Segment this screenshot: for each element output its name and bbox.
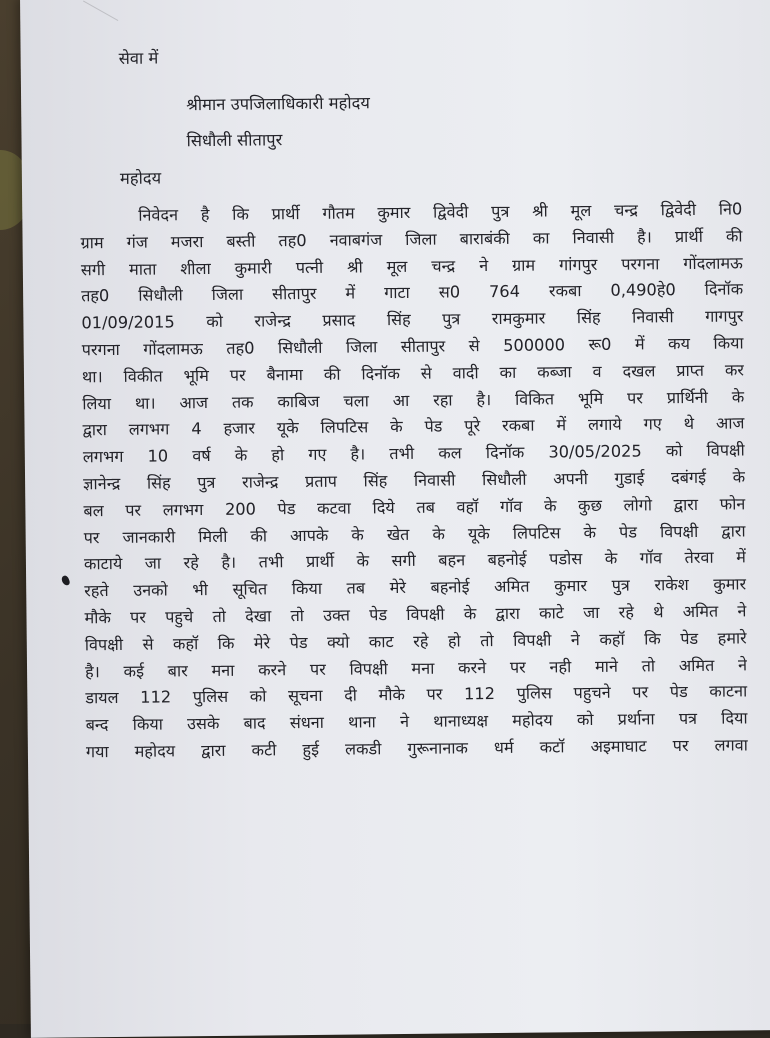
address-line: महोदय — [119, 168, 162, 188]
letter-body — [80, 196, 748, 766]
recipient-title: श्रीमान उपजिलाधिकारी महोदय — [186, 93, 371, 115]
body-line: सगी माता शीला कुमारी पत्नी श्री मूल चन्द्र ने ग्राम गांगपुर परगना गोंदलामऊ — [80, 253, 743, 279]
salutation: सेवा में — [118, 48, 159, 68]
body-line: ग्राम गंज मजरा बस्ती तह0 नवाबगंज जिला बाराबंकी का निवासी है। प्रार्थी की — [80, 226, 743, 253]
body-line: पर जानकारी मिली की आपके के खेत के यूके लिपटिस के पेड विपक्षी द्वारा — [83, 520, 746, 547]
ink-mark — [61, 575, 71, 587]
body-line: है। कई बार मना करने पर विपक्षी मना करने पर नही माने तो अमित ने — [84, 654, 748, 681]
body-line: द्वारा लगभग 4 हजार यूके लिपटिस के पेड पूरे रकबा में लगाये गए थे आज — [82, 413, 745, 440]
body-line: गया महोदय द्वारा कटी हुई लकडी गुरूनानाक धर्म कटॉ अइमाघाट पर लगवा — [85, 735, 748, 762]
body-line: विपक्षी से कहॉ कि मेरे पेड क्यो काट रहे हो तो विपक्षी ने कहॉ कि पेड हमारे — [84, 628, 747, 655]
body-line: ज्ञानेन्द्र सिंह पुत्र राजेन्द्र प्रताप सिंह निवासी सिधौली अपनी गुडाई दबंगई के — [83, 467, 746, 494]
body-line: बन्द किया उसके बाद संधना थाना ने थानाध्यक्ष महोदय को प्रर्थाना पत्र दिया — [85, 708, 748, 735]
recipient-place: सिधौली सीतापुर — [186, 130, 283, 151]
body-line: था। विकीत भूमि पर बैनामा की दिनॉक से वादी का कब्जा व दखल प्राप्त कर — [81, 360, 745, 387]
body-line: बल पर लगभग 200 पेड कटवा दिये तब वहॉ गॉव के कुछ लोगो द्वारा फोन — [83, 494, 746, 521]
body-line: डायल 112 पुलिस को सूचना दी मौके पर 112 पुलिस पहुचने पर पेड काटना — [85, 681, 748, 708]
letter-sheet — [20, 0, 770, 1038]
fold-mark — [83, 0, 125, 21]
body-line: निवेदन है कि प्रार्थी गौतम कुमार द्विवेदी पुत्र श्री मूल चन्द्र द्विवेदी नि0 — [138, 199, 743, 225]
body-line: रहते उनको भी सूचित किया तब मेरे बहनोई अमित कुमार पुत्र राकेश कुमार — [84, 574, 747, 601]
body-line: लिया था। आज तक काबिज चला आ रहा है। विकित भूमि पर प्रार्थिनी के — [82, 386, 745, 413]
body-line: काटाये जा रहे है। तभी प्रार्थी के सगी बहन बहनोई पडोस के गॉव तेरवा में — [83, 547, 747, 574]
body-line: मौके पर पहुचे तो देखा तो उक्त पेड विपक्षी के द्वारा काटे जा रहे थे अमित ने — [84, 601, 747, 628]
body-line: परगना गोंदलामऊ तह0 सिधौली जिला सीतापुर से 500000 रू0 में कय किया — [81, 333, 744, 360]
body-line: तह0 सिधौली जिला सीतापुर में गाटा स0 764 रकबा 0,490हे0 दिनॉक — [81, 279, 744, 306]
body-line: लगभग 10 वर्ष के हो गए है। तभी कल दिनॉक 30/05/2025 को विपक्षी — [82, 440, 745, 467]
body-line: 01/09/2015 को राजेन्द्र प्रसाद सिंह पुत्र रामकुमार सिंह निवासी गागपुर — [81, 306, 744, 333]
